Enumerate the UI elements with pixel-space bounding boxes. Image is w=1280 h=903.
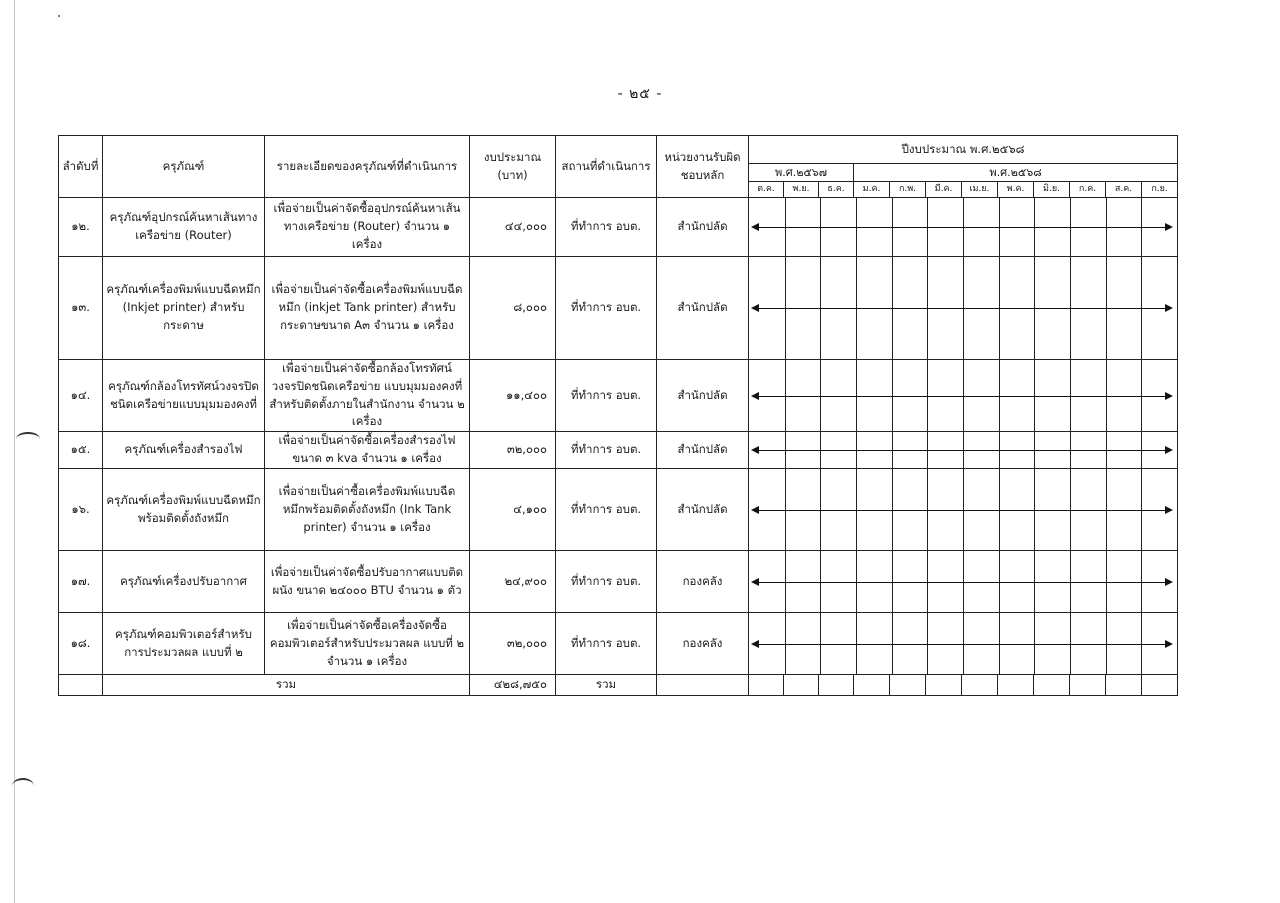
header-month: ส.ค. <box>1106 182 1142 198</box>
header-unit: หน่วยงานรับผิดชอบหลัก <box>657 136 749 198</box>
header-month: ก.ย. <box>1142 182 1178 198</box>
row-unit: สำนักปลัด <box>657 432 749 469</box>
timeline-arrow <box>753 582 1171 583</box>
row-budget: ๑๑,๔๐๐ <box>470 360 556 432</box>
total-blank <box>657 675 749 696</box>
month-cell <box>819 675 854 696</box>
row-item: ครุภัณฑ์อุปกรณ์ค้นหาเส้นทางเครือข่าย (Router) <box>103 198 265 257</box>
row-detail: เพื่อจ่ายเป็นค่าซื้อเครื่องพิมพ์แบบฉีดหมึกพร้อมติดตั้งถังหมึก (Ink Tank printer) จำนวน ๑ เครื่อง <box>265 469 470 551</box>
row-location: ที่ทำการ อบต. <box>556 360 657 432</box>
row-item: ครุภัณฑ์เครื่องพิมพ์แบบฉีดหมึกพร้อมติดตั้งถังหมึก <box>103 469 265 551</box>
row-budget: ๔,๑๐๐ <box>470 469 556 551</box>
row-item: ครุภัณฑ์เครื่องปรับอากาศ <box>103 551 265 613</box>
row-number: ๑๘. <box>59 613 103 675</box>
total-budget: ๔๒๘,๗๕๐ <box>470 675 556 696</box>
header-month: ต.ค. <box>749 182 784 198</box>
header-item: ครุภัณฑ์ <box>103 136 265 198</box>
total-location-label: รวม <box>556 675 657 696</box>
row-item: ครุภัณฑ์คอมพิวเตอร์สำหรับการประมวลผล แบบที่ ๒ <box>103 613 265 675</box>
row-budget: ๘,๐๐๐ <box>470 257 556 360</box>
row-unit: กองคลัง <box>657 551 749 613</box>
page-number: - ๒๕ - <box>617 86 663 102</box>
row-location: ที่ทำการ อบต. <box>556 198 657 257</box>
header-month: พ.ค. <box>998 182 1034 198</box>
row-timeline <box>749 257 1178 360</box>
header-month: พ.ย. <box>784 182 819 198</box>
row-number: ๑๕. <box>59 432 103 469</box>
row-number: ๑๒. <box>59 198 103 257</box>
header-location: สถานที่ดำเนินการ <box>556 136 657 198</box>
row-budget: ๓๒,๐๐๐ <box>470 432 556 469</box>
row-detail: เพื่อจ่ายเป็นค่าจัดซื้อเครื่องพิมพ์แบบฉีดหมึก (inkjet Tank printer) สำหรับกระดาษขนาด A๓ จำนวน ๑ เครื่อง <box>265 257 470 360</box>
header-month: ธ.ค. <box>819 182 854 198</box>
page-edge <box>14 0 15 903</box>
row-location: ที่ทำการ อบต. <box>556 613 657 675</box>
header-no: ลำดับที่ <box>59 136 103 198</box>
row-budget: ๒๔,๙๐๐ <box>470 551 556 613</box>
table-row <box>59 257 1178 360</box>
table-row <box>59 432 1178 469</box>
month-cell <box>784 675 819 696</box>
header-month: ก.ค. <box>1070 182 1106 198</box>
total-label: รวม <box>103 675 470 696</box>
timeline-arrow <box>753 510 1171 511</box>
row-detail: เพื่อจ่ายเป็นค่าจัดซื้ออุปกรณ์ค้นหาเส้นทางเครือข่าย (Router) จำนวน ๑ เครื่อง <box>265 198 470 257</box>
month-cell <box>749 675 784 696</box>
row-unit: กองคลัง <box>657 613 749 675</box>
row-timeline <box>749 551 1178 613</box>
table-row <box>59 551 1178 613</box>
row-detail: เพื่อจ่ายเป็นค่าจัดซื้อเครื่องจัดซื้อคอมพิวเตอร์สำหรับประมวลผล แบบที่ ๒ จำนวน ๑ เครื่อง <box>265 613 470 675</box>
row-detail: เพื่อจ่ายเป็นค่าจัดซื้อเครื่องสำรองไฟ ขนาด ๓ kva จำนวน ๑ เครื่อง <box>265 432 470 469</box>
timeline-arrow <box>753 396 1171 397</box>
row-location: ที่ทำการ อบต. <box>556 551 657 613</box>
table-row <box>59 469 1178 551</box>
month-cell <box>926 675 962 696</box>
month-cell <box>1034 675 1070 696</box>
timeline-arrow <box>753 450 1171 451</box>
binding-mark <box>12 778 34 794</box>
table-row <box>59 613 1178 675</box>
row-unit: สำนักปลัด <box>657 198 749 257</box>
header-year-2567: พ.ศ.๒๕๖๗ <box>749 164 854 182</box>
month-cell <box>1142 675 1178 696</box>
row-budget: ๓๒,๐๐๐ <box>470 613 556 675</box>
row-timeline <box>749 432 1178 469</box>
total-row <box>59 675 1178 696</box>
row-timeline <box>749 469 1178 551</box>
month-cell <box>1070 675 1106 696</box>
timeline-arrow <box>753 644 1171 645</box>
row-item: ครุภัณฑ์เครื่องสำรองไฟ <box>103 432 265 469</box>
table-row <box>59 198 1178 257</box>
table-row <box>59 360 1178 432</box>
total-blank <box>59 675 103 696</box>
binding-mark <box>16 432 40 446</box>
timeline-arrow <box>753 227 1171 228</box>
row-timeline <box>749 360 1178 432</box>
header-month: ก.พ. <box>890 182 926 198</box>
row-number: ๑๔. <box>59 360 103 432</box>
row-detail: เพื่อจ่ายเป็นค่าจัดซื้อกล้องโทรทัศน์วงจรปิดชนิดเครือข่าย แบบมุมมองคงที่สำหรับติดตั้งภายในสำนักงาน จำนวน ๒ เครื่อง <box>265 360 470 432</box>
row-timeline <box>749 613 1178 675</box>
header-month: มี.ค. <box>926 182 962 198</box>
row-location: ที่ทำการ อบต. <box>556 257 657 360</box>
row-number: ๑๖. <box>59 469 103 551</box>
row-unit: สำนักปลัด <box>657 469 749 551</box>
scan-speck <box>58 15 60 17</box>
month-cell <box>890 675 926 696</box>
row-location: ที่ทำการ อบต. <box>556 432 657 469</box>
timeline-arrow <box>753 308 1171 309</box>
row-location: ที่ทำการ อบต. <box>556 469 657 551</box>
month-cell <box>998 675 1034 696</box>
row-budget: ๔๔,๐๐๐ <box>470 198 556 257</box>
row-item: ครุภัณฑ์เครื่องพิมพ์แบบฉีดหมึก (Inkjet printer) สำหรับกระดาษ <box>103 257 265 360</box>
month-cell <box>1106 675 1142 696</box>
header-year-2568: พ.ศ.๒๕๖๘ <box>854 164 1178 182</box>
row-number: ๑๗. <box>59 551 103 613</box>
row-unit: สำนักปลัด <box>657 360 749 432</box>
month-cell <box>854 675 890 696</box>
row-number: ๑๓. <box>59 257 103 360</box>
header-month: ม.ค. <box>854 182 890 198</box>
procurement-plan-table <box>58 135 1178 696</box>
row-item: ครุภัณฑ์กล้องโทรทัศน์วงจรปิดชนิดเครือข่ายแบบมุมมองคงที่ <box>103 360 265 432</box>
row-timeline <box>749 198 1178 257</box>
header-detail: รายละเอียดของครุภัณฑ์ที่ดำเนินการ <box>265 136 470 198</box>
month-cell <box>962 675 998 696</box>
row-detail: เพื่อจ่ายเป็นค่าจัดซื้อปรับอากาศแบบติดผนัง ขนาด ๒๔๐๐๐ BTU จำนวน ๑ ตัว <box>265 551 470 613</box>
header-month: มิ.ย. <box>1034 182 1070 198</box>
header-month: เม.ย. <box>962 182 998 198</box>
row-unit: สำนักปลัด <box>657 257 749 360</box>
header-budget: งบประมาณ (บาท) <box>470 136 556 198</box>
header-fiscal-year: ปีงบประมาณ พ.ศ.๒๕๖๘ <box>749 136 1178 164</box>
